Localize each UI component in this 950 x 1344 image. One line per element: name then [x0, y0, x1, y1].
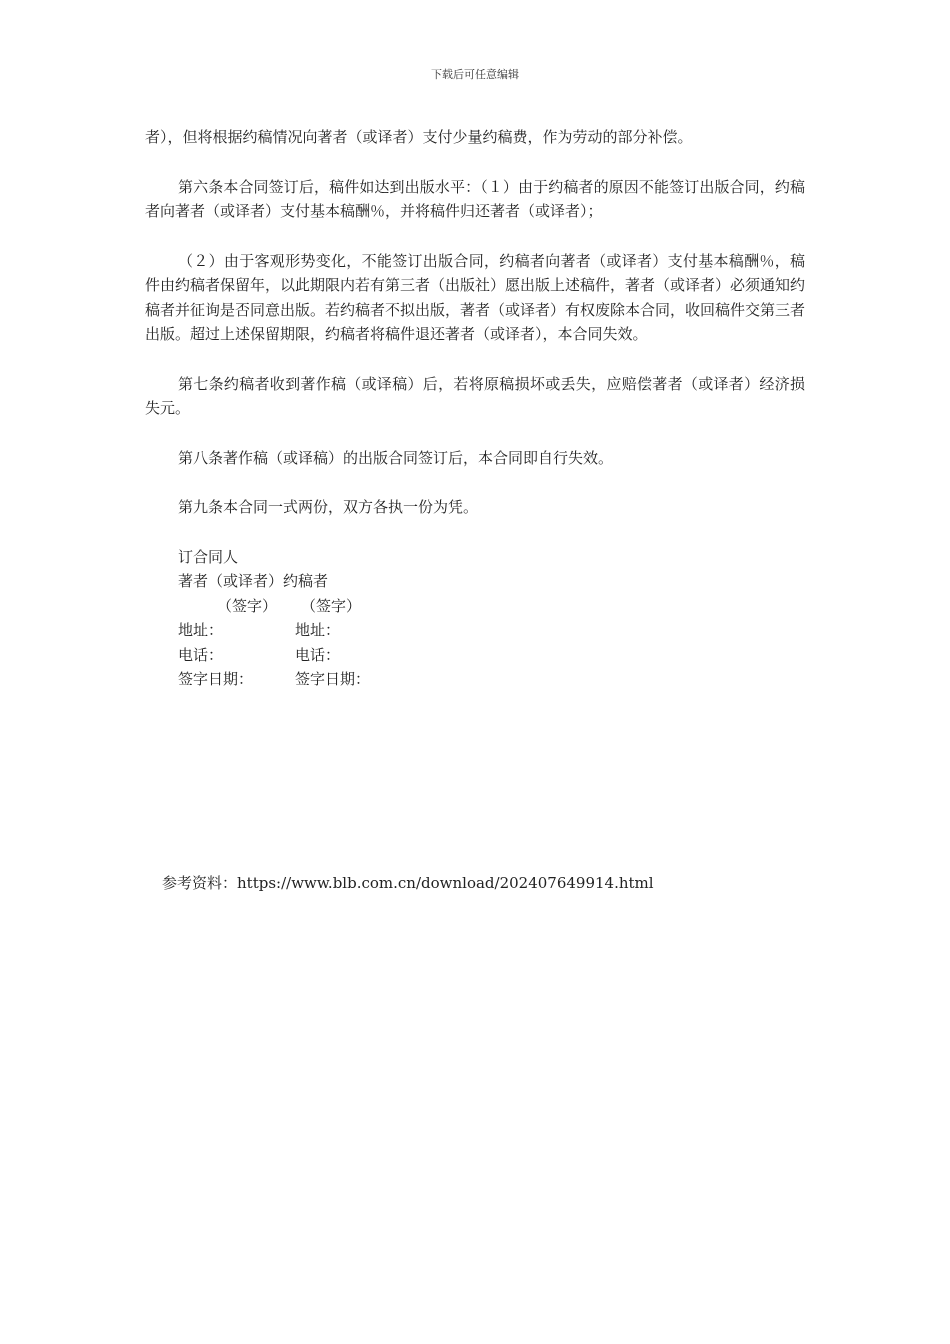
signature-title: 订合同人: [178, 547, 239, 566]
paragraph-article-8: 第八条著作稿（或译稿）的出版合同签订后，本合同即自行失效。: [178, 448, 614, 467]
signature-parties-row: [178, 569, 805, 594]
signature-date-row: [178, 667, 805, 692]
party-author: 著者（或译者）: [178, 572, 284, 590]
document-body: [145, 125, 805, 692]
paragraph-article-9: 第九条本合同一式两份，双方各执一份为凭。: [178, 498, 479, 516]
party-solicitor: 约稿者: [283, 572, 329, 590]
solicitor-sign-date: 签字日期：: [295, 670, 371, 688]
signature-sign-row: [178, 594, 805, 619]
page-header: 下载后可任意编辑: [431, 68, 519, 81]
author-address: 地址：: [178, 621, 224, 639]
reference-line: [162, 871, 654, 895]
solicitor-address: 地址：: [295, 621, 341, 639]
signature-address-row: [178, 618, 805, 643]
solicitor-signature: （签字）: [301, 596, 362, 615]
author-sign-date: 签字日期：: [178, 670, 254, 688]
author-signature: （签字）: [217, 596, 278, 615]
paragraph-continuation: 者），但将根据约稿情况向著者（或译者）支付少量约稿费，作为劳动的部分补偿。: [145, 128, 693, 146]
paragraph-article-7: 第七条约稿者收到著作稿（或译稿）后，若将原稿损坏或丢失，应赔偿著者（或译者）经济损失元。: [145, 374, 805, 417]
paragraph-article-6-clause-2: （２）由于客观形势变化，不能签订出版合同，约稿者向著者（或译者）支付基本稿酬％，稿件由约稿者保留年，以此期限内若有第三者（出版社）愿出版上述稿件，著者（或译者）必须通知约稿者并征询是否同意出版。若约稿者不拟出版，著者（或译者）有权废除本合同，收回稿件交第三者出版。超过上述保留期限，约稿者将稿件退还著者（或译者），本合同失效。: [145, 251, 806, 343]
solicitor-phone: 电话：: [295, 645, 341, 664]
signature-phone-row: [178, 643, 805, 668]
author-phone: 电话：: [178, 645, 224, 664]
reference-label: 参考资料：: [162, 874, 238, 892]
signature-block: [178, 545, 805, 692]
paragraph-article-6: 第六条本合同签订后，稿件如达到出版水平：（１）由于约稿者的原因不能签订出版合同，约稿者向著者（或译者）支付基本稿酬％，并将稿件归还著者（或译者）；: [145, 177, 805, 220]
signature-title-row: [178, 545, 805, 570]
reference-url: https://www.blb.com.cn/download/202407649914.html: [237, 874, 654, 892]
